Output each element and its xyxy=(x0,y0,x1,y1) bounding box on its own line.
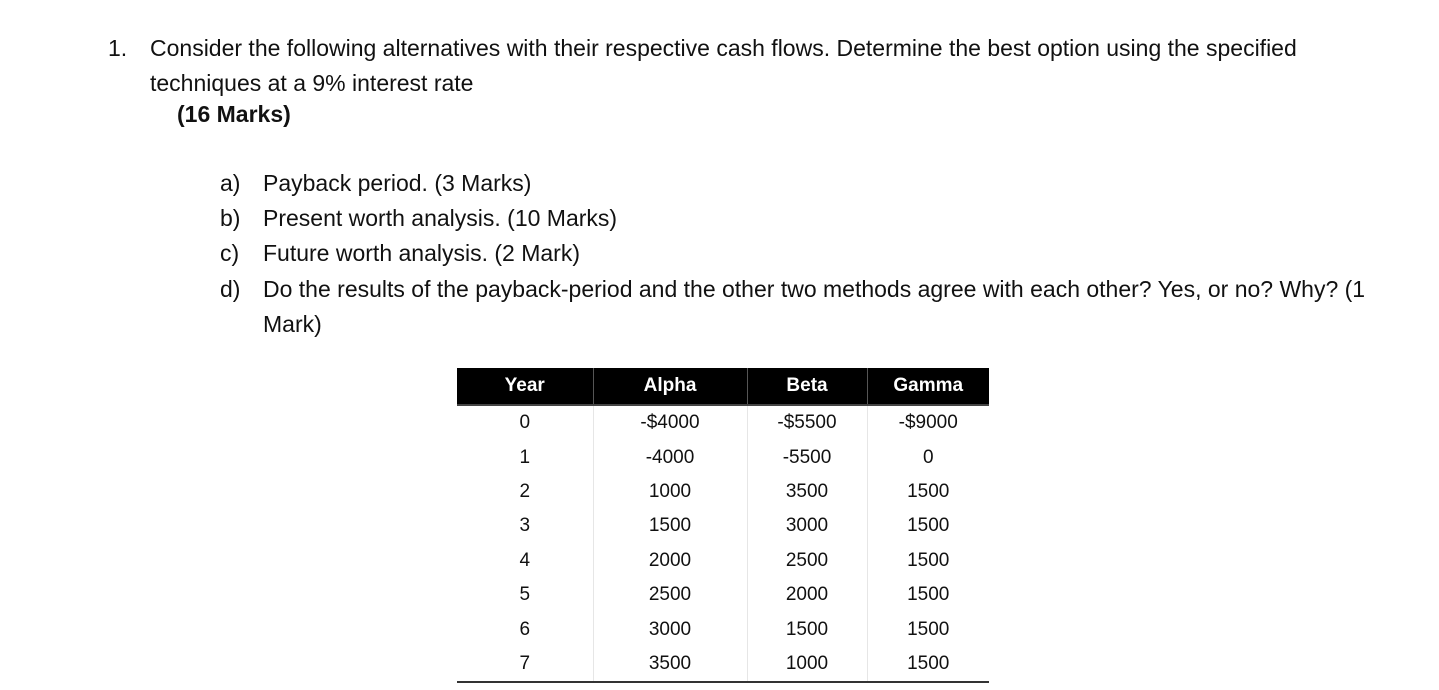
table-row xyxy=(457,405,989,440)
cell-year: 6 xyxy=(457,612,593,646)
subquestion-letter: b) xyxy=(220,205,241,231)
cell-alpha: 1500 xyxy=(593,509,747,543)
cell-beta: -5500 xyxy=(747,440,867,474)
table-row xyxy=(457,647,989,682)
subquestion-text: Future worth analysis. (2 Mark) xyxy=(263,240,580,266)
cell-beta: 1000 xyxy=(747,647,867,682)
cash-flow-table xyxy=(457,368,989,683)
cell-gamma: 1500 xyxy=(907,584,950,606)
cell-alpha: 2500 xyxy=(593,578,747,612)
cell-alpha: -4000 xyxy=(593,440,747,474)
cell-year: 2 xyxy=(457,475,593,509)
cell-year: 7 xyxy=(457,647,593,682)
table-row xyxy=(457,544,989,578)
header-year: Year xyxy=(457,368,593,405)
cell-alpha: 3000 xyxy=(593,612,747,646)
cell-beta: 2500 xyxy=(747,544,867,578)
cell-beta: -$5500 xyxy=(747,405,867,440)
table-row xyxy=(457,578,989,612)
table-row xyxy=(457,475,989,509)
question-text: Consider the following alternatives with their respective cash flows. Determine the best option using the specified techniques at a 9% interest rate xyxy=(150,35,1297,96)
cell-year: 3 xyxy=(457,509,593,543)
question-number: 1. xyxy=(108,35,128,61)
cell-year: 1 xyxy=(457,440,593,474)
cell-gamma: 1500 xyxy=(907,480,950,502)
cell-beta: 3500 xyxy=(747,475,867,509)
cell-beta: 2000 xyxy=(747,578,867,612)
cell-gamma: 1500 xyxy=(907,549,950,571)
cell-alpha: 1000 xyxy=(593,475,747,509)
header-gamma: Gamma xyxy=(867,368,989,405)
header-alpha: Alpha xyxy=(593,368,747,405)
subquestion-letter: a) xyxy=(220,170,241,196)
subquestion-text: Payback period. (3 Marks) xyxy=(263,170,532,196)
cell-year: 4 xyxy=(457,544,593,578)
cell-alpha: -$4000 xyxy=(593,405,747,440)
cell-year: 0 xyxy=(457,405,593,440)
cell-beta: 3000 xyxy=(747,509,867,543)
cell-alpha: 3500 xyxy=(593,647,747,682)
subquestion-text: Do the results of the payback-period and the other two methods agree with each other? Yes, or no? Why? (1 Mark) xyxy=(263,276,1366,337)
table-row xyxy=(457,509,989,543)
cell-beta: 1500 xyxy=(747,612,867,646)
subquestion-text: Present worth analysis. (10 Marks) xyxy=(263,205,618,231)
question-marks: (16 Marks) xyxy=(177,101,291,127)
header-beta: Beta xyxy=(747,368,867,405)
cell-gamma: 0 xyxy=(922,446,934,468)
cell-gamma: 1500 xyxy=(867,647,989,682)
cell-gamma: 1500 xyxy=(907,618,950,640)
subquestion-letter: d) xyxy=(220,276,241,302)
table-header-row xyxy=(457,368,989,405)
table-row xyxy=(457,440,989,474)
cell-gamma: 1500 xyxy=(907,515,950,537)
table-row xyxy=(457,612,989,646)
cell-alpha: 2000 xyxy=(593,544,747,578)
cell-year: 5 xyxy=(457,578,593,612)
subquestion-letter: c) xyxy=(220,240,240,266)
cell-gamma: -$9000 xyxy=(898,412,958,434)
